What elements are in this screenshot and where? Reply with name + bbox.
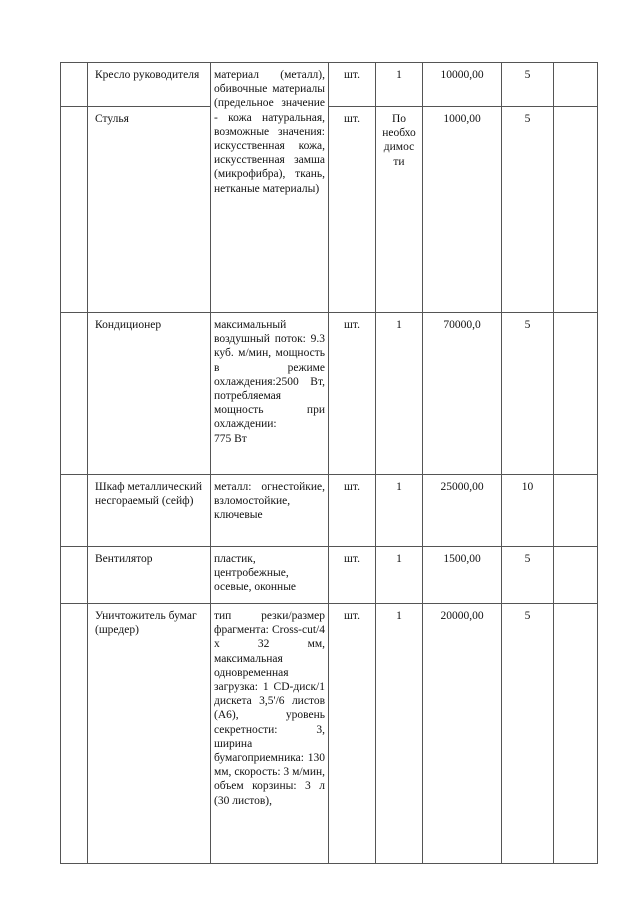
table-row (61, 63, 598, 107)
note-cell (554, 313, 598, 475)
note-cell (554, 475, 598, 547)
note-cell (554, 63, 598, 107)
quantity-cell: 1 (376, 475, 423, 547)
item-description-cell: тип резки/размер фрагмента: Cross-cut/4 х 32 мм, максимальная одновременная загрузка: 1 CD-диск/1 дискета 3,5'/6 листов (А6), уровень секретности: 3, ширина бумагоприемника: 130 мм, скорость: 3 м/мин, объем корзины: 3 л (30 листов), (211, 604, 329, 864)
table-row (61, 107, 598, 313)
unit-cell: шт. (329, 604, 376, 864)
price-cell: 10000,00 (423, 63, 502, 107)
quantity-cell: 1 (376, 604, 423, 864)
price-cell: 25000,00 (423, 475, 502, 547)
item-name-cell: Уничтожитель бумаг (шредер) (88, 604, 211, 864)
service-life-cell: 5 (502, 63, 554, 107)
item-name-cell: Шкаф металлический несгораемый (сейф) (88, 475, 211, 547)
number-cell (61, 547, 88, 604)
quantity-cell: 1 (376, 63, 423, 107)
table-row (61, 547, 598, 604)
number-cell (61, 313, 88, 475)
item-name-cell: Вентилятор (88, 547, 211, 604)
specification-table (60, 62, 598, 864)
table-row (61, 475, 598, 547)
item-name-cell: Кресло руководителя (88, 63, 211, 107)
price-cell: 70000,0 (423, 313, 502, 475)
service-life-cell: 10 (502, 475, 554, 547)
item-description-cell: максимальный воздушный поток: 9.3 куб. м/мин, мощность в режиме охлаждения:2500 Вт, потребляемая мощность при охлаждении: 775 Вт (211, 313, 329, 475)
item-description-cell: материал (металл), обивочные материалы (предельное значение - кожа натуральная, возможные значения: искусственная кожа, искусственная замша (микрофибра), ткань, нетканые материалы) (211, 63, 329, 313)
number-cell (61, 63, 88, 107)
quantity-cell: 1 (376, 547, 423, 604)
number-cell (61, 107, 88, 313)
table-row (61, 604, 598, 864)
number-cell (61, 475, 88, 547)
note-cell (554, 547, 598, 604)
service-life-cell: 5 (502, 604, 554, 864)
quantity-cell: 1 (376, 313, 423, 475)
service-life-cell: 5 (502, 107, 554, 313)
unit-cell: шт. (329, 547, 376, 604)
price-cell: 20000,00 (423, 604, 502, 864)
service-life-cell: 5 (502, 313, 554, 475)
number-cell (61, 604, 88, 864)
table-row (61, 313, 598, 475)
item-description-cell: пластик, центробежные, осевые, оконные (211, 547, 329, 604)
unit-cell: шт. (329, 475, 376, 547)
note-cell (554, 107, 598, 313)
unit-cell: шт. (329, 313, 376, 475)
note-cell (554, 604, 598, 864)
unit-cell: шт. (329, 107, 376, 313)
price-cell: 1500,00 (423, 547, 502, 604)
quantity-cell: По необхо димос ти (376, 107, 423, 313)
item-name-cell: Стулья (88, 107, 211, 313)
service-life-cell: 5 (502, 547, 554, 604)
item-name-cell: Кондиционер (88, 313, 211, 475)
item-description-cell: металл: огнестойкие, взломостойкие, ключевые (211, 475, 329, 547)
price-cell: 1000,00 (423, 107, 502, 313)
unit-cell: шт. (329, 63, 376, 107)
